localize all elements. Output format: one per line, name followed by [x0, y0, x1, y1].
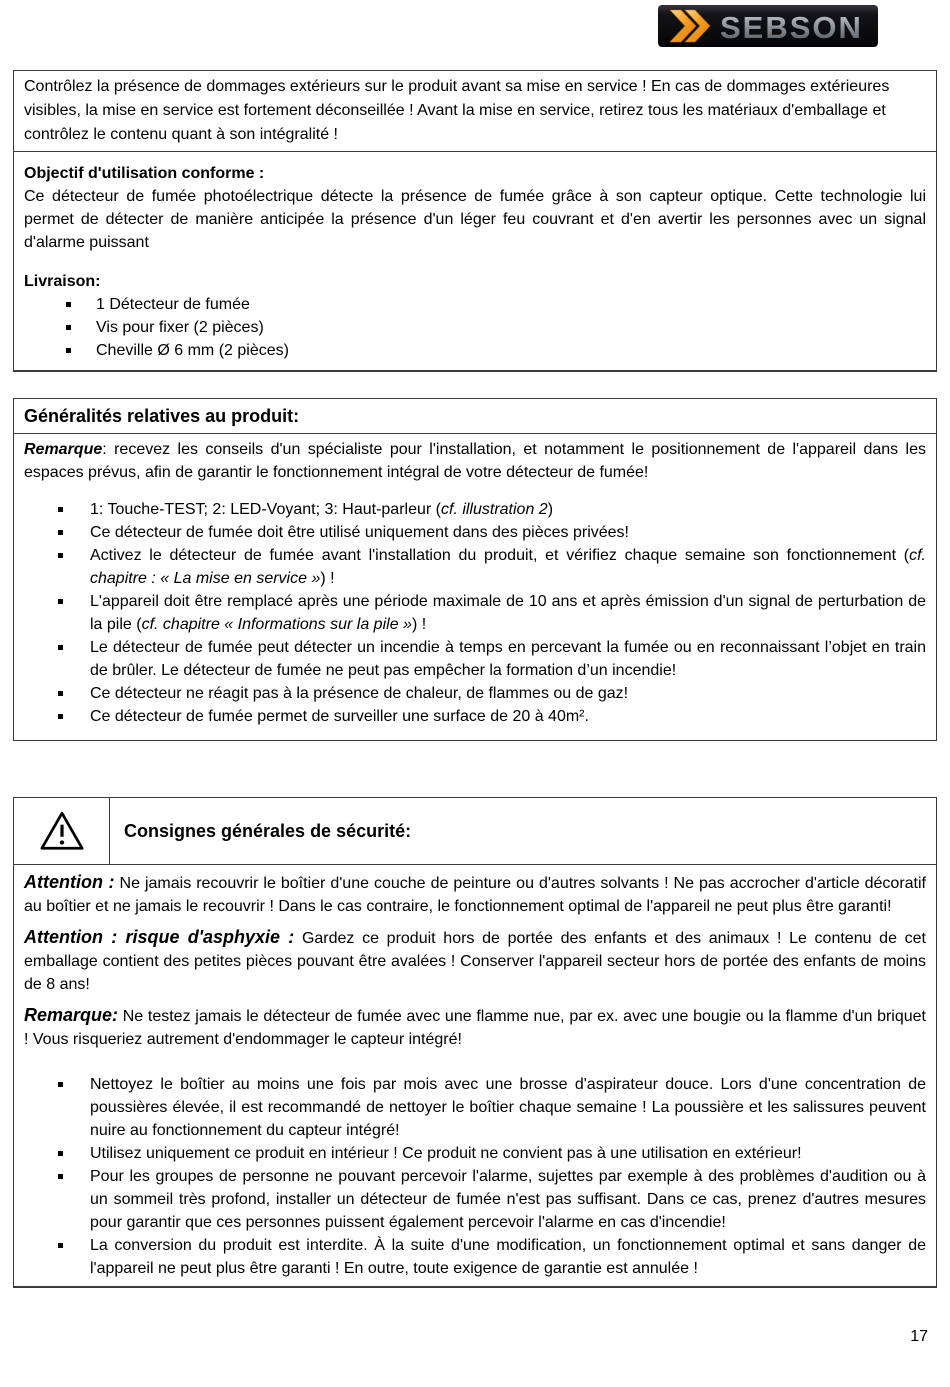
safety-note-label: Remarque: [24, 1005, 119, 1025]
intro-usage-section [13, 70, 937, 372]
bullet-item: Utilisez uniquement ce produit en intérieur ! Ce produit ne convient pas à une utilisation en extérieur! [58, 1142, 926, 1165]
general-note [24, 438, 926, 484]
general-header [13, 398, 937, 434]
attention-text: Ne jamais recouvrir le boîtier d'une couche de peinture ou d'autres solvants ! Ne pas accrocher d'article décoratif au boîtier et ne jamais le recouvrir ! Dans le cas contraire, le fonctionnement optimal de l'appareil ne peut plus être garanti! [24, 875, 926, 915]
attention-paragraph [24, 871, 926, 918]
bullet-item: Nettoyez le boîtier au moins une fois par mois avec une brosse d'aspirateur douce. Lors d'une concentration de poussières élevée, il est recommandé de nettoyer le boîtier chaque semaine ! La poussière et les salissures peuvent nuire au fonctionnement du capteur intégré! [58, 1073, 926, 1142]
attention-asphyxia-paragraph [24, 926, 926, 996]
delivery-list [24, 293, 926, 362]
general-bullets [24, 498, 926, 728]
sebson-logo-graphic [658, 5, 878, 47]
warning-cell [14, 798, 110, 864]
bullet-item: L'appareil doit être remplacé après une période maximale de 10 ans et après émission d'un signal de perturbation de la pile (cf. chapitre « Informations sur la pile ») ! [58, 590, 926, 636]
usage-box [13, 152, 937, 372]
safety-note-text: Ne testez jamais le détecteur de fumée avec une flamme nue, par ex. avec une bougie ou la flamme d'un briquet ! Vous risqueriez autrement d'endommager le capteur intégré! [24, 1008, 926, 1048]
safety-title: Consignes générales de sécurité: [124, 820, 412, 841]
general-body [13, 434, 937, 741]
general-section [13, 398, 937, 741]
warning-triangle-icon [39, 810, 85, 852]
page-number: 17 [910, 1328, 928, 1345]
general-title: Généralités relatives au produit: [24, 406, 300, 426]
safety-body [13, 865, 937, 1288]
bullet-item: Pour les groupes de personne ne pouvant percevoir l'alarme, sujettes par exemple à des problèmes d'audition ou à un sommeil très profond, installer un détecteur de fumée n'est pas suffisant. Dans ce cas, prenez d'autres mesures pour garantir que ces personnes puissent également percevoir l'alarme en cas d'incendie! [58, 1165, 926, 1234]
note-text: : recevez les conseils d'un spécialiste pour l'installation, et notamment le positionnement de l'appareil dans les espaces prévus, afin de garantir le fonctionnement intégral de votre détecteur de fumée! [24, 441, 926, 481]
intro-box [13, 70, 937, 152]
note-label: Remarque [24, 441, 103, 458]
bullet-item: 1: Touche-TEST; 2: LED-Voyant; 3: Haut-parleur (cf. illustration 2) [58, 498, 926, 521]
safety-section [13, 797, 937, 1288]
delivery-title: Livraison: [24, 273, 101, 290]
delivery-item: Vis pour fixer (2 pièces) [66, 316, 926, 339]
safety-header [13, 797, 937, 865]
bullet-item: Ce détecteur de fumée permet de surveiller une surface de 20 à 40m². [58, 705, 926, 728]
usage-body: Ce détecteur de fumée photoélectrique détecte la présence de fumée grâce à son capteur optique. Cette technologie lui permet de détecter de manière anticipée la présence d'un léger feu couvrant et d'en avertir les personnes avec un signal d'alarme puissant [24, 188, 926, 251]
bullet-item: Ce détecteur de fumée doit être utilisé uniquement dans des pièces privées! [58, 521, 926, 544]
usage-title: Objectif d'utilisation conforme : [24, 165, 265, 182]
attention-label: Attention : [24, 872, 115, 892]
sebson-logo [658, 5, 878, 47]
bullet-item: Le détecteur de fumée peut détecter un incendie à temps en percevant la fumée ou en reconnaissant l’objet en train de brûler. Le détecteur de fumée ne peut pas empêcher la formation d’un incendie! [58, 636, 926, 682]
bullet-item: La conversion du produit est interdite. À la suite d'une modification, un fonctionnement optimal et sans danger de l'appareil ne peut plus être garanti ! En outre, toute exigence de garantie est annulée ! [58, 1234, 926, 1280]
bullet-item: Ce détecteur ne réagit pas à la présence de chaleur, de flammes ou de gaz! [58, 682, 926, 705]
bullet-item: Activez le détecteur de fumée avant l'installation du produit, et vérifiez chaque semaine son fonctionnement (cf. chapitre : « La mise en service ») ! [58, 544, 926, 590]
attention-asphyxia-text: Gardez ce produit hors de portée des enfants et des animaux ! Le contenu de cet emballage contient des petites pièces pouvant être avalées ! Conserver l'appareil secteur hors de portée des enfants de moins de 8 ans! [24, 930, 926, 993]
attention-asphyxia-label: Attention : risque d'asphyxie : [24, 927, 295, 947]
safety-bullets [24, 1073, 926, 1280]
note-paragraph [24, 1004, 926, 1051]
delivery-item: Cheville Ø 6 mm (2 pièces) [66, 339, 926, 362]
delivery-item: 1 Détecteur de fumée [66, 293, 926, 316]
intro-text: Contrôlez la présence de dommages extérieurs sur le produit avant sa mise en service ! En cas de dommages extérieures visibles, la mise en service est fortement déconseillée ! Avant la mise en service, retirez tous les matériaux d'emballage et contrôlez le contenu quant à son intégralité ! [24, 78, 890, 143]
brand-text: SEBSON [720, 10, 863, 45]
